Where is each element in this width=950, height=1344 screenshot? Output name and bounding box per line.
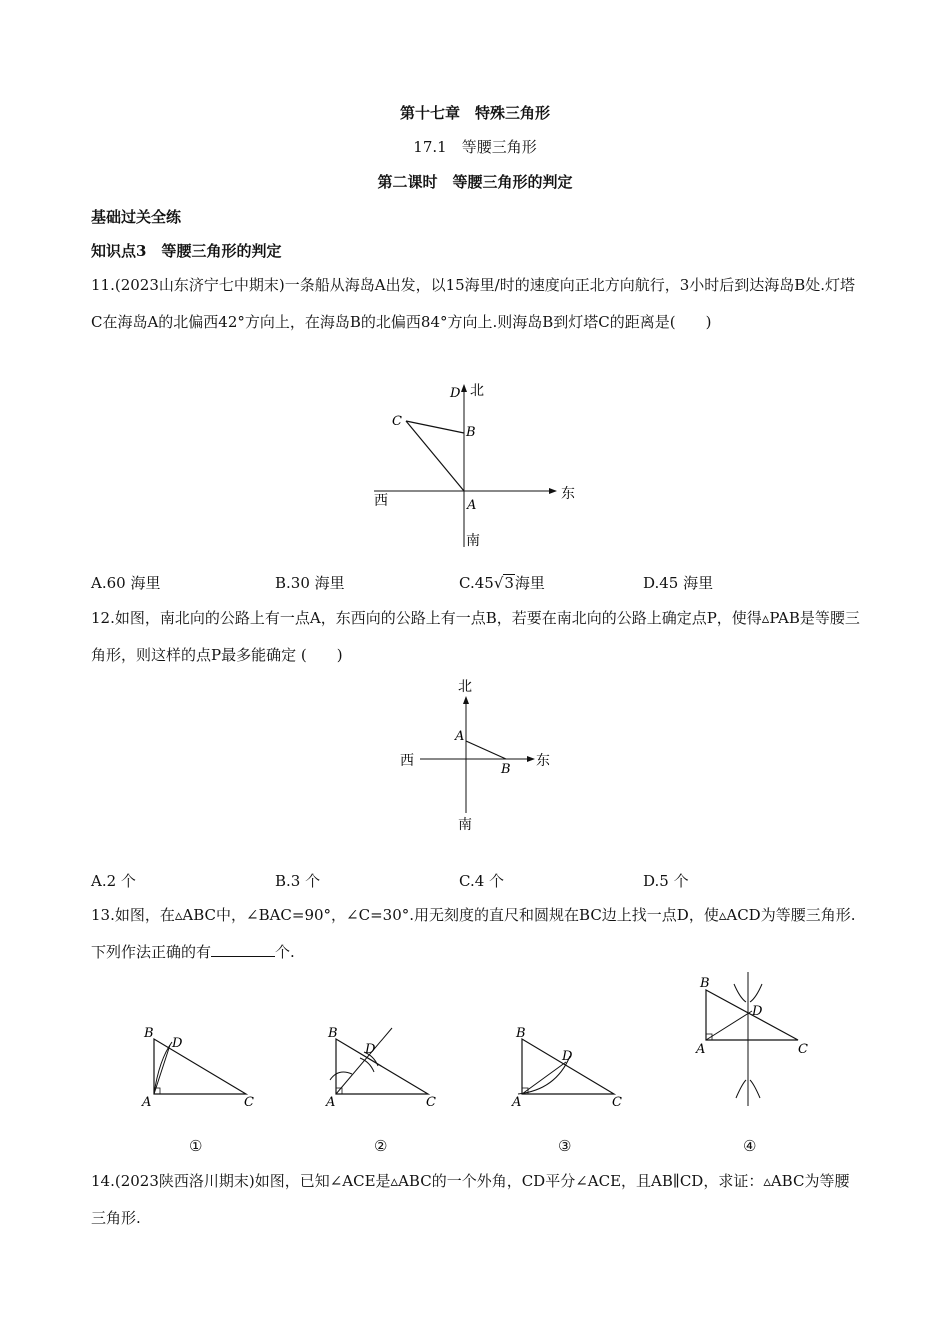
q11-option-c-radicand: 3 xyxy=(504,574,514,592)
fig3-label-d: D xyxy=(562,1049,573,1064)
answer-blank xyxy=(211,942,275,957)
fig3-segment-ad xyxy=(522,1062,566,1094)
q12-road-figure xyxy=(398,675,578,835)
q11-option-c-prefix: C.45 xyxy=(459,574,494,592)
fig3-triangle xyxy=(522,1039,614,1094)
knowledge-point-heading: 知识点3 等腰三角形的判定 xyxy=(91,242,282,260)
q11-label-a: A xyxy=(467,498,477,513)
figure-caption-1: ① xyxy=(189,1137,203,1155)
question-13-text xyxy=(91,897,863,971)
q13-figure-2 xyxy=(322,1018,472,1118)
fig1-label-b: B xyxy=(144,1026,154,1041)
sqrt-symbol: √ xyxy=(493,574,504,592)
fig4-label-c: C xyxy=(798,1042,808,1057)
q11-option-c-suffix: 海里 xyxy=(514,574,545,592)
q12-option-b: B.3 个 xyxy=(275,872,321,890)
q11-label-c: C xyxy=(392,414,402,429)
q11-label-south: 南 xyxy=(466,533,480,549)
q11-option-a: A.60 海里 xyxy=(91,574,161,592)
q12-label-west: 西 xyxy=(400,753,414,769)
figure-caption-2: ② xyxy=(374,1137,388,1155)
fig2-bisector xyxy=(336,1028,392,1094)
fig2-label-b: B xyxy=(328,1026,338,1041)
q13-figure-1 xyxy=(140,1022,280,1112)
q11-option-b: B.30 海里 xyxy=(275,574,345,592)
section-title: 17.1 等腰三角形 xyxy=(413,138,537,156)
figure-caption-3: ③ xyxy=(558,1137,572,1155)
fig4-arc-top-right xyxy=(750,984,762,1002)
q12-label-north: 北 xyxy=(458,679,472,695)
chapter-title: 第十七章 特殊三角形 xyxy=(399,104,550,122)
q12-label-east: 东 xyxy=(536,753,550,769)
q13-figure-3 xyxy=(508,1018,648,1118)
q11-label-d: D xyxy=(450,386,461,401)
q13-text-after: 个. xyxy=(275,943,295,961)
fig1-segment-ad xyxy=(154,1045,170,1094)
q12-segment-ab xyxy=(466,741,506,759)
question-14-text: 14.(2023陕西洛川期末)如图，已知∠ACE是▵ABC的一个外角，CD平分∠ACE，且AB∥CD，求证：▵ABC为等腰三角形. xyxy=(91,1172,850,1227)
q12-label-b: B xyxy=(501,762,511,777)
section-heading: 基础过关全练 xyxy=(91,208,182,226)
fig4-arc-top-left xyxy=(734,984,746,1002)
q11-label-b: B xyxy=(466,425,476,440)
q11-label-east: 东 xyxy=(561,486,575,502)
fig2-triangle xyxy=(336,1039,428,1094)
q12-option-d: D.5 个 xyxy=(643,872,689,890)
fig1-triangle xyxy=(154,1039,246,1094)
fig1-label-a: A xyxy=(142,1095,152,1110)
q12-option-c: C.4 个 xyxy=(459,872,505,890)
q13-figure-4 xyxy=(690,970,840,1120)
q11-label-west: 西 xyxy=(374,493,388,509)
fig1-label-d: D xyxy=(172,1036,183,1051)
fig4-label-d: D xyxy=(752,1004,763,1019)
question-11-text: 11.(2023山东济宁七中期末)一条船从海岛A出发，以15海里/时的速度向正北方向航行，3小时后到达海岛B处.灯塔C在海岛A的北偏西42°方向上，在海岛B的北偏西84°方向上.则海岛B到灯塔C的距离是( ) xyxy=(91,276,856,331)
fig4-label-a: A xyxy=(696,1042,706,1057)
q11-option-c xyxy=(459,573,545,593)
q12-label-south: 南 xyxy=(458,817,472,833)
fig3-label-b: B xyxy=(516,1026,526,1041)
q11-option-d: D.45 海里 xyxy=(643,574,714,592)
q12-option-a: A.2 个 xyxy=(91,872,136,890)
q11-label-north: 北 xyxy=(470,383,484,399)
fig3-label-a: A xyxy=(512,1095,522,1110)
fig1-label-c: C xyxy=(244,1095,254,1110)
fig3-label-c: C xyxy=(612,1095,622,1110)
fig4-arc-bottom-left xyxy=(736,1080,746,1098)
q13-text-before: 13.如图，在▵ABC中，∠BAC=90°，∠C=30°.用无刻度的直尺和圆规在BC边上找一点D，使▵ACD为等腰三角形.下列作法正确的有 xyxy=(91,906,856,961)
fig2-label-a: A xyxy=(326,1095,336,1110)
q12-label-a: A xyxy=(455,729,465,744)
question-12-text: 12.如图，南北向的公路上有一点A，东西向的公路上有一点B，若要在南北向的公路上确定点P，使得▵PAB是等腰三角形，则这样的点P最多能确定 ( ) xyxy=(91,609,860,664)
fig4-label-b: B xyxy=(700,976,710,991)
figure-caption-4: ④ xyxy=(743,1137,757,1155)
fig4-segment-ad xyxy=(706,1011,752,1040)
fig2-label-d: D xyxy=(365,1042,376,1057)
fig4-arc-bottom-right xyxy=(750,1080,760,1098)
fig2-label-c: C xyxy=(426,1095,436,1110)
q11-compass-figure xyxy=(370,377,590,557)
lesson-title: 第二课时 等腰三角形的判定 xyxy=(377,173,573,191)
